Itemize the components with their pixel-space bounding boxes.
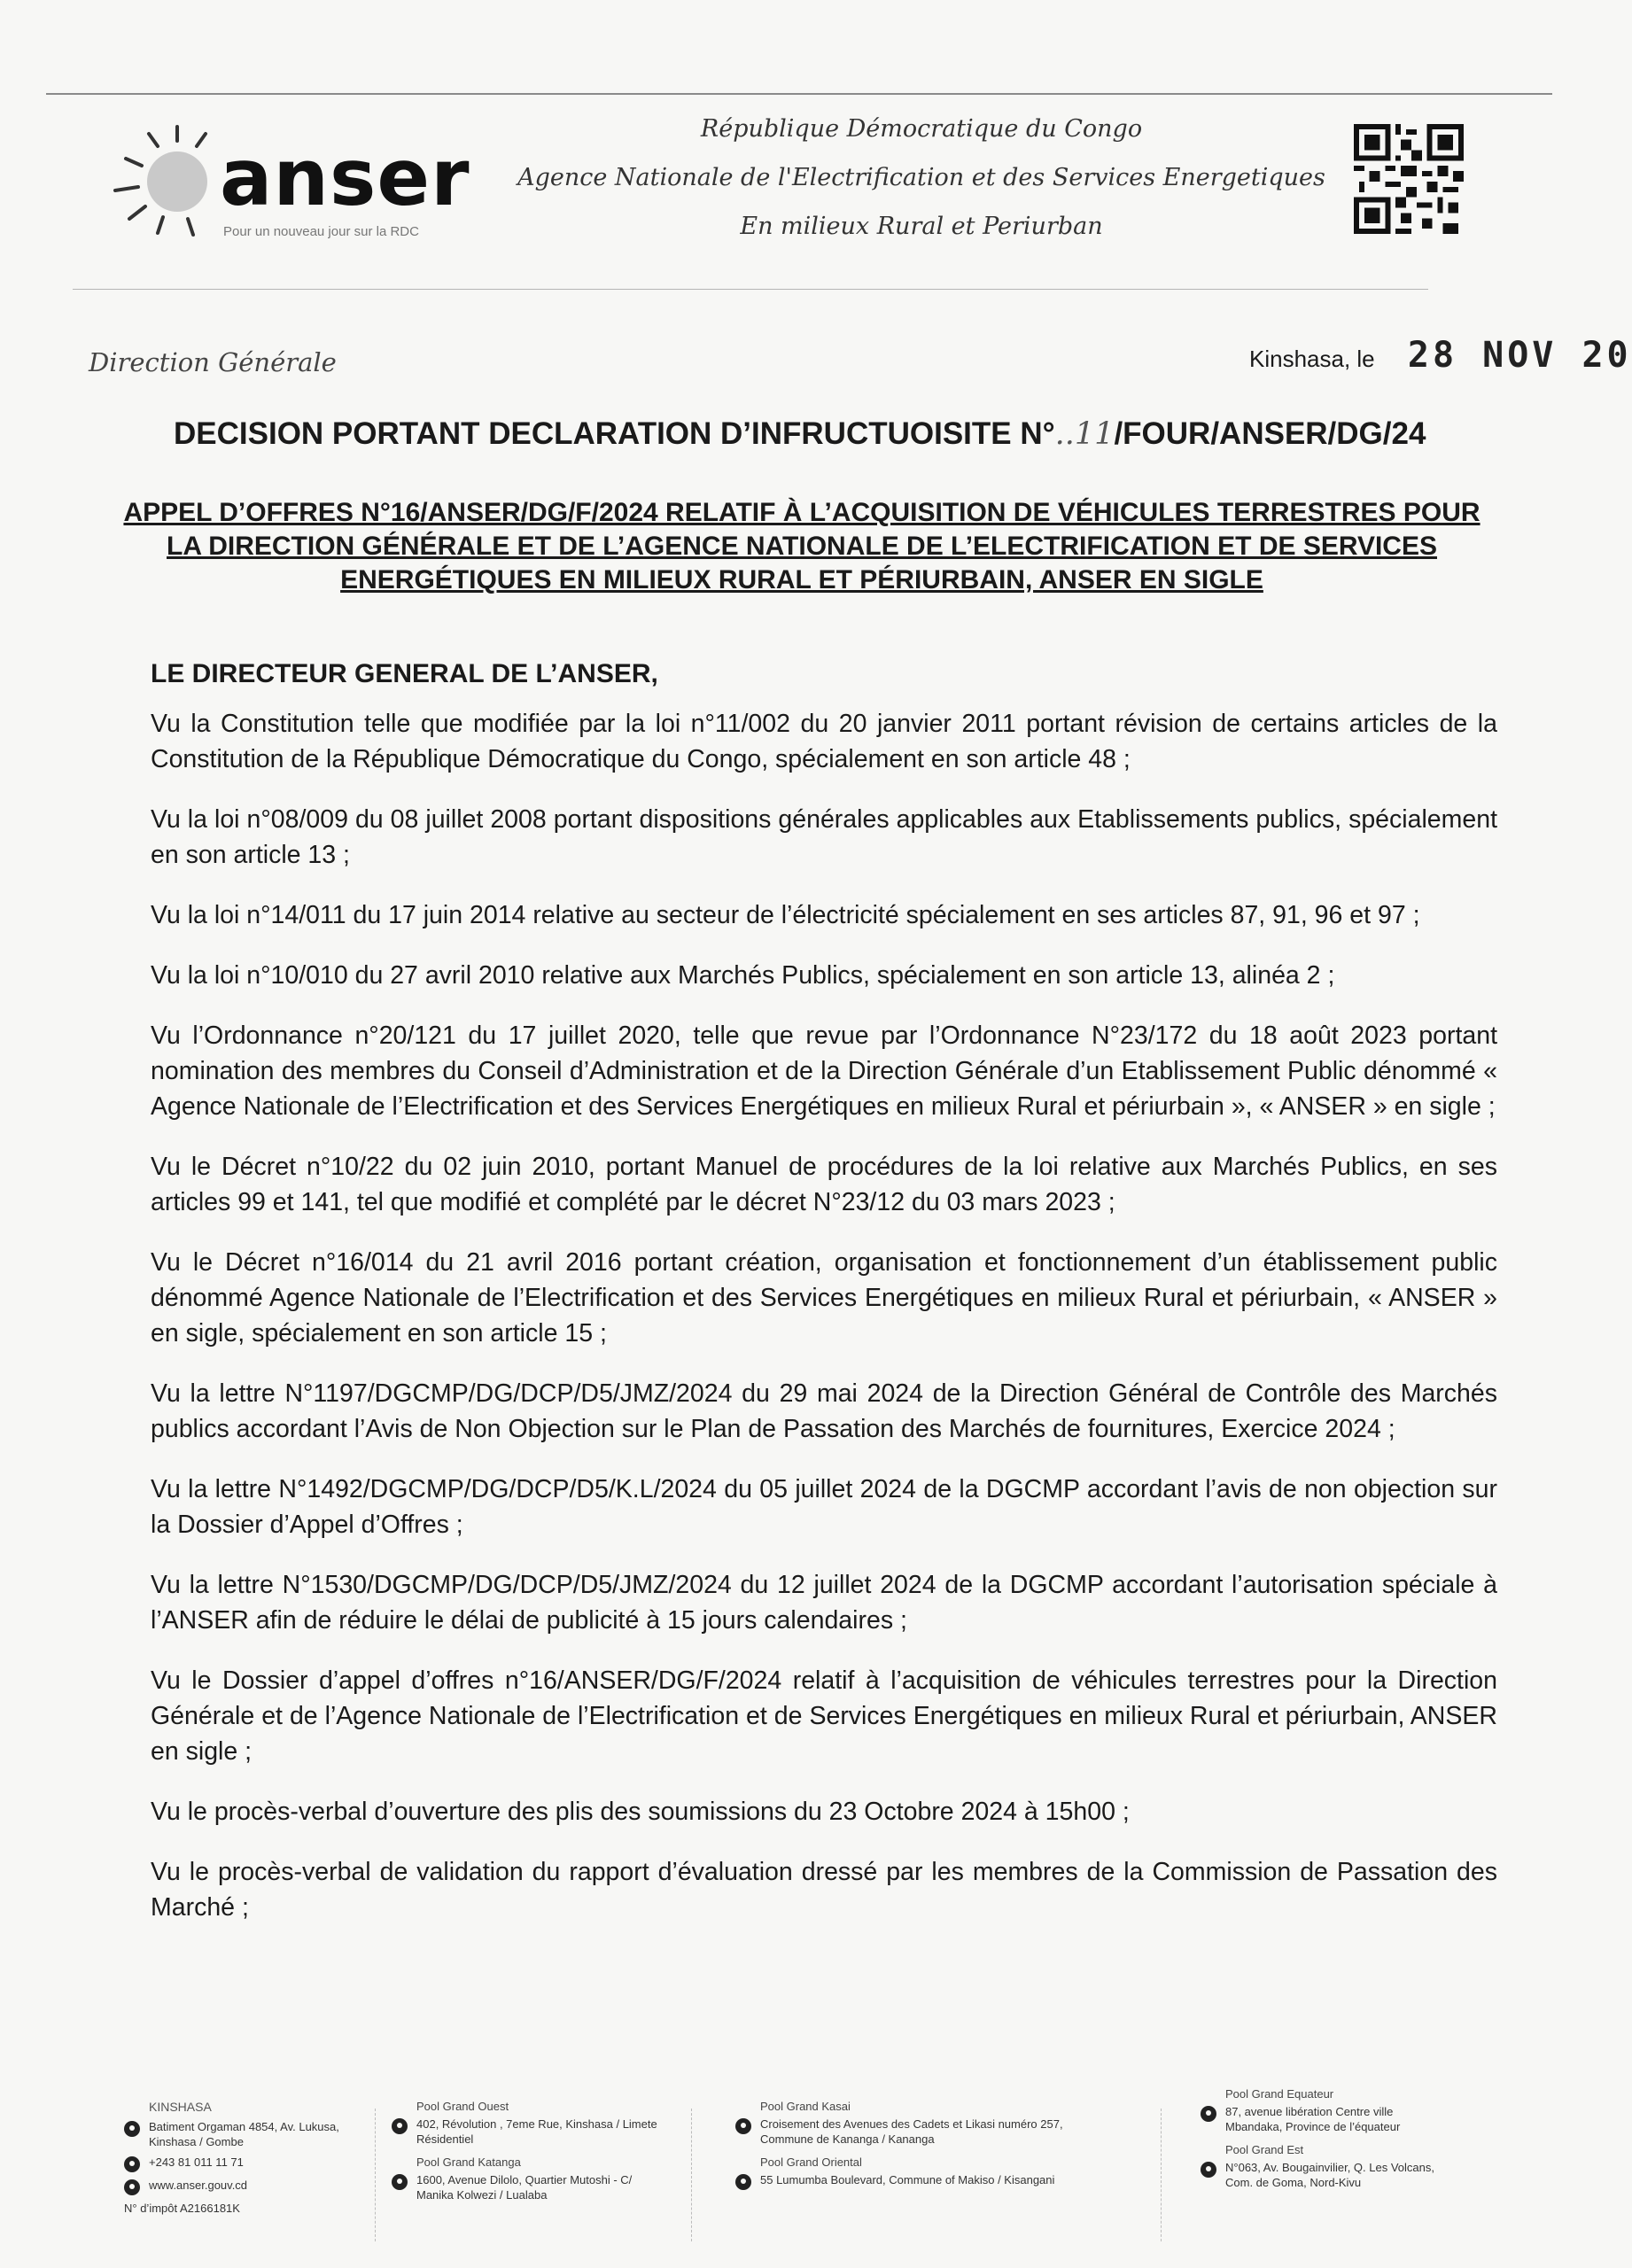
considerant-paragraph: Vu le Décret n°10/22 du 02 juin 2010, portant Manuel de procédures de la loi relative aux Marchés Publics, en ses articles 99 et 141, tel que modifié et complété par le décret N°23/12 du 03 mars 2023 ; xyxy=(151,1153,1497,1216)
logo-wordmark: anser xyxy=(220,132,470,223)
footer-website: www.anser.gouv.cd xyxy=(149,2179,248,2192)
footer-ouest-title: Pool Grand Ouest xyxy=(416,2100,509,2113)
phone-icon xyxy=(124,2156,140,2172)
qr-code-icon xyxy=(1354,124,1464,234)
footer-pools-east xyxy=(1201,2087,1449,2195)
place-and-date xyxy=(1249,335,1632,376)
footer-katanga-address: 1600, Avenue Dilolo, Quartier Mutoshi - C/ Manika Kolwezi / Lualaba xyxy=(416,2173,633,2202)
location-pin-icon xyxy=(392,2118,408,2134)
place-label: Kinshasa, le xyxy=(1249,346,1375,372)
decision-title-prefix: DECISION PORTANT DECLARATION D’INFRUCTUOISITE N° xyxy=(174,416,1055,451)
footer-ouest-row xyxy=(392,2117,657,2147)
republic-name: République Démocratique du Congo xyxy=(700,115,1143,143)
footer-addresses xyxy=(124,2087,1542,2233)
footer-equateur-row xyxy=(1201,2104,1449,2134)
decision-title xyxy=(174,416,1426,452)
considerant-paragraph: Vu le Dossier d’appel d’offres n°16/ANSER/DG/F/2024 relatif à l’acquisition de véhicules terrestres pour la Direction Générale et de l’Agence Nationale de l’Electrification et de Services Energétiques en milieux Rural et périurbain, ANSER en sigle ; xyxy=(151,1666,1497,1766)
considerant-paragraph: Vu le procès-verbal d’ouverture des plis des soumissions du 23 Octobre 2024 à 15h00 ; xyxy=(151,1798,1130,1826)
decision-number: ..11 xyxy=(1054,416,1115,452)
footer-divider xyxy=(691,2109,692,2241)
footer-divider xyxy=(375,2109,376,2241)
footer-web-row xyxy=(124,2178,363,2195)
considerant-paragraph: Vu la lettre N°1197/DGCMP/DG/DCP/D5/JMZ/2024 du 29 mai 2024 de la Direction Général de Contrôle des Marchés publics accordant l’Avis de Non Objection sur le Plan de Passation des Marchés de fournitures, Exercice 2024 ; xyxy=(151,1379,1497,1443)
footer-ouest-address: 402, Révolution , 7eme Rue, Kinshasa / Limete Résidentiel xyxy=(416,2117,657,2146)
header-top-rule xyxy=(46,93,1552,95)
footer-equateur-address: 87, avenue libération Centre ville Mbandaka, Province de l’équateur xyxy=(1225,2105,1401,2133)
considerant-paragraph: Vu la loi n°14/011 du 17 juin 2014 relative au secteur de l’électricité spécialement en ses articles 87, 91, 96 et 97 ; xyxy=(151,901,1420,929)
considerant-paragraph: Vu l’Ordonnance n°20/121 du 17 juillet 2020, telle que revue par l’Ordonnance N°23/172 du 18 août 2023 portant nomination des membres du Conseil d’Administration et de la Direction Générale d’un Etablissement Public dénommé « Agence Nationale de l’Electrification et des Services Energétiques en milieux Rural et périurbain », « ANSER » en sigle ; xyxy=(151,1021,1497,1121)
considerants-list xyxy=(151,706,1497,1950)
footer-kasai-title: Pool Grand Kasai xyxy=(760,2100,851,2113)
considerant-paragraph: Vu le Décret n°16/014 du 21 avril 2016 portant création, organisation et fonctionnement d’un établissement public dénommé Agence Nationale de l’Electrification et des Services Energétiques en milieux Rural et périurbain, « ANSER » en sigle, spécialement en son article 15 ; xyxy=(151,1248,1497,1348)
footer-pools-west xyxy=(392,2100,657,2208)
location-pin-icon xyxy=(735,2118,751,2134)
director-heading: LE DIRECTEUR GENERAL DE L’ANSER, xyxy=(151,659,658,688)
considerant-paragraph: Vu la loi n°08/009 du 08 juillet 2008 portant dispositions générales applicables aux Etablissements publics, spécialement en son article 13 ; xyxy=(151,805,1497,869)
considerant-paragraph: Vu la loi n°10/010 du 27 avril 2010 relative aux Marchés Publics, spécialement en son article 13, alinéa 2 ; xyxy=(151,961,1335,990)
footer-kinshasa xyxy=(124,2100,363,2216)
letterhead-title xyxy=(514,105,1329,251)
considerant-paragraph: Vu la lettre N°1492/DGCMP/DG/DCP/D5/K.L/2024 du 05 juillet 2024 de la DGCMP accordant l’avis de non objection sur la Dossier d’Appel d’Offres ; xyxy=(151,1475,1497,1539)
sun-logo-icon xyxy=(106,120,230,244)
agency-scope: En milieux Rural et Periurban xyxy=(740,213,1103,240)
direction-generale: Direction Générale xyxy=(89,347,337,377)
footer-est-title: Pool Grand Est xyxy=(1225,2143,1304,2156)
footer-katanga-row xyxy=(392,2172,657,2202)
footer-phone: +243 81 011 11 71 xyxy=(149,2155,244,2169)
considerant-paragraph: Vu la Constitution telle que modifiée par la loi n°11/002 du 20 janvier 2011 portant révision de certains articles de la Constitution de la République Démocratique du Congo, spécialement en son article 48 ; xyxy=(151,710,1497,773)
decision-subject: APPEL D’OFFRES N°16/ANSER/DG/F/2024 RELATIF À L’ACQUISITION DE VÉHICULES TERRESTRES POUR LA DIRECTION GÉNÉRALE ET DE L’AGENCE NATIONALE DE L’ELECTRIFICATION ET DE SERVICES ENERGÉTIQUES EN MILIEUX RURAL ET PÉRIURBAIN, ANSER EN SIGLE xyxy=(123,498,1480,594)
footer-phone-row xyxy=(124,2155,363,2172)
footer-kasai-address: Croisement des Avenues des Cadets et Likasi numéro 257, Commune de Kananga / Kananga xyxy=(760,2117,1063,2146)
footer-divider xyxy=(1161,2109,1162,2241)
footer-katanga-title: Pool Grand Katanga xyxy=(416,2155,521,2169)
header-bottom-rule xyxy=(73,289,1428,290)
footer-oriental-row xyxy=(735,2172,1107,2190)
globe-icon xyxy=(124,2179,140,2195)
location-pin-icon xyxy=(392,2174,408,2190)
footer-pools-center xyxy=(735,2100,1107,2195)
footer-est-row xyxy=(1201,2160,1449,2190)
location-pin-icon xyxy=(735,2174,751,2190)
location-pin-icon xyxy=(1201,2106,1216,2122)
footer-equateur-title: Pool Grand Equateur xyxy=(1225,2087,1334,2101)
logo-tagline: Pour un nouveau jour sur la RDC xyxy=(223,224,419,239)
footer-tax-number: N° d’impôt A2166181K xyxy=(124,2202,240,2215)
footer-kinshasa-address-row xyxy=(124,2119,363,2149)
date-stamp: 28 NOV 20 xyxy=(1407,335,1632,376)
footer-oriental-title: Pool Grand Oriental xyxy=(760,2155,862,2169)
location-pin-icon xyxy=(124,2121,140,2137)
considerant-paragraph: Vu le procès-verbal de validation du rapport d’évaluation dressé par les membres de la Commission de Passation des Marché ; xyxy=(151,1858,1497,1922)
footer-oriental-address: 55 Lumumba Boulevard, Commune of Makiso / Kisangani xyxy=(760,2173,1055,2186)
footer-kasai-row xyxy=(735,2117,1107,2147)
footer-kinshasa-address: Batiment Orgaman 4854, Av. Lukusa, Kinshasa / Gombe xyxy=(149,2120,339,2148)
footer-kinshasa-title: KINSHASA xyxy=(149,2100,212,2114)
anser-logo xyxy=(89,120,478,252)
decision-title-suffix: /FOUR/ANSER/DG/24 xyxy=(1114,416,1426,451)
agency-name: Agence Nationale de l'Electrification et des Services Energetiques xyxy=(517,164,1325,191)
footer-est-address: N°063, Av. Bougainvilier, Q. Les Volcans, Com. de Goma, Nord-Kivu xyxy=(1225,2161,1434,2189)
location-pin-icon xyxy=(1201,2162,1216,2178)
considerant-paragraph: Vu la lettre N°1530/DGCMP/DG/DCP/D5/JMZ/2024 du 12 juillet 2024 de la DGCMP accordant l’autorisation spéciale à l’ANSER afin de réduire le délai de publicité à 15 jours calendaires ; xyxy=(151,1571,1497,1635)
